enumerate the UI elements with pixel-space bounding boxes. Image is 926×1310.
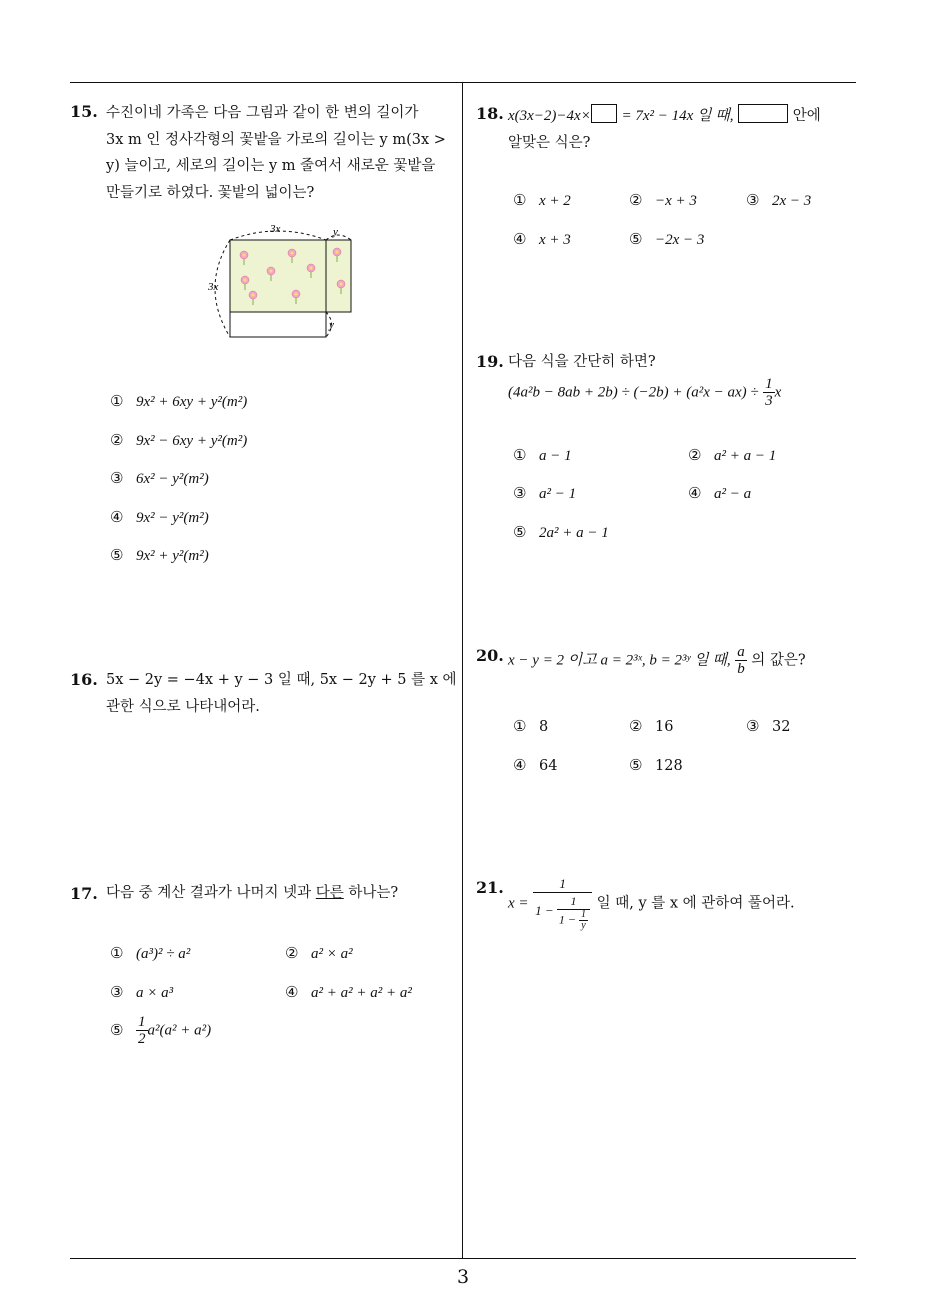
option-1[interactable] [513, 191, 571, 210]
question-line: 5x − 2y = −4x + y − 3 일 때, 5x − 2y + 5 를 x 에 [106, 672, 457, 688]
option-text: a² + a² + a² + a² [311, 985, 412, 1001]
equation-lhs: x = [508, 895, 529, 912]
expression-tail: 안에 [792, 108, 821, 124]
option-mark: ④ [513, 230, 527, 248]
label-right-y: y [329, 319, 334, 331]
option-text: 9x² − 6xy + y²(m²) [136, 433, 248, 449]
fraction-denominator [533, 893, 592, 931]
fraction-denominator: b [737, 661, 745, 677]
a-over-b-fraction [735, 644, 747, 677]
option-text: a² × a² [311, 946, 353, 962]
third-fraction [763, 376, 775, 409]
option-mark: ① [110, 944, 124, 962]
option-mark: ① [110, 392, 124, 410]
fraction-numerator: 1 [765, 375, 773, 392]
option-text: 9x² − y²(m²) [136, 510, 209, 526]
option-4[interactable] [688, 484, 751, 503]
option-mark: ① [513, 191, 527, 209]
option-mark: ② [629, 717, 643, 735]
option-text: a − 1 [539, 448, 572, 464]
blank-box [591, 104, 617, 123]
question-line: 만들기로 하였다. 꽃밭의 넓이는? [106, 184, 315, 201]
label-left-3x: 3x [208, 281, 219, 293]
question-line [508, 376, 860, 409]
option-4[interactable] [513, 230, 571, 249]
question-text [508, 349, 860, 409]
option-5[interactable] [629, 230, 704, 249]
option-mark: ③ [746, 191, 760, 209]
option-text: 32 [772, 719, 791, 735]
question-number: 20. [476, 646, 504, 665]
option-text: a² − a [714, 486, 752, 502]
question-text [106, 880, 458, 907]
option-2[interactable] [285, 944, 353, 963]
option-mark: ② [285, 944, 299, 962]
fraction-numerator: 1 [581, 909, 587, 920]
expression-tail: 의 값은? [751, 652, 806, 669]
question-number: 15. [70, 102, 98, 121]
option-5[interactable] [110, 1014, 211, 1047]
option-mark: ③ [110, 983, 124, 1001]
option-text: x + 3 [539, 232, 571, 248]
question-line: 알맞은 식은? [508, 134, 591, 151]
option-text: a × a³ [136, 985, 174, 1001]
blank-box [738, 104, 788, 123]
option-mark: ① [513, 717, 527, 735]
question-line: y) 늘이고, 세로의 길이는 y m 줄여서 새로운 꽃밭을 [106, 158, 436, 174]
option-mark: ④ [688, 484, 702, 502]
option-mark: ④ [285, 983, 299, 1001]
option-mark: ③ [746, 717, 760, 735]
option-text: 6x² − y²(m²) [136, 471, 209, 487]
question-number: 16. [70, 670, 98, 689]
fraction-denominator: 3 [765, 392, 773, 409]
option-mark: ④ [513, 756, 527, 774]
option-mark: ① [513, 446, 527, 464]
option-5[interactable] [110, 546, 209, 565]
question-line: 수진이네 가족은 다음 그림과 같이 한 변의 길이가 [106, 105, 419, 121]
option-mark: ⑤ [629, 756, 643, 774]
option-text: x + 2 [539, 193, 571, 209]
top-rule [70, 82, 856, 83]
question-number: 18. [476, 104, 504, 123]
underlined-word: 다른 [315, 885, 344, 901]
option-text: a² + a − 1 [714, 448, 777, 464]
continued-fraction [533, 876, 592, 931]
expression-tail: 일 때, y 를 x 에 관하여 풀어라. [596, 895, 795, 912]
option-1[interactable] [110, 392, 247, 411]
option-mark: ② [110, 431, 124, 449]
fraction-numerator: 1 [533, 876, 592, 893]
fraction-denominator: y [581, 920, 586, 931]
column-divider [462, 82, 463, 1258]
page-number: 3 [456, 1266, 470, 1288]
question-line: 3x m 인 정사각형의 꽃밭을 가로의 길이는 y m(3x > [106, 131, 446, 148]
option-text: 2x − 3 [772, 193, 812, 209]
one-minus: 1 − [535, 902, 554, 918]
option-text: −x + 3 [655, 193, 697, 209]
option-mark: ④ [110, 508, 124, 526]
option-2[interactable] [110, 431, 247, 450]
fraction-numerator: a [737, 644, 745, 660]
question-text [508, 876, 860, 931]
option-mark: ② [629, 191, 643, 209]
option-mark: ② [688, 446, 702, 464]
question-number: 19. [476, 352, 504, 371]
option-2[interactable] [629, 717, 673, 735]
option-3[interactable] [513, 484, 576, 503]
option-text: a² − 1 [539, 486, 577, 502]
option-2[interactable] [688, 446, 776, 465]
option-5[interactable] [629, 756, 683, 774]
option-text: 16 [655, 719, 674, 735]
question-text-after: 하나는? [343, 885, 399, 901]
fraction-numerator: 1 [138, 1014, 146, 1030]
inner-fraction [557, 893, 590, 931]
option-text: 64 [539, 758, 558, 774]
option-4[interactable] [285, 983, 412, 1002]
expression: x − y = 2 이고 a = 2³ˣ, b = 2³ʸ 일 때, [508, 652, 731, 669]
option-text: 9x² + 6xy + y²(m²) [136, 394, 248, 410]
option-text: (a³)² ÷ a² [136, 946, 191, 962]
label-top-3x: 3x [270, 223, 281, 235]
option-1[interactable] [513, 446, 572, 465]
one-minus: 1 − [558, 912, 577, 927]
option-1[interactable] [513, 717, 548, 735]
expression-tail: x [774, 384, 782, 400]
label-top-y: y [333, 226, 338, 238]
flower-garden-figure [200, 218, 360, 346]
option-mark: ⑤ [629, 230, 643, 248]
question-text-before: 다음 중 계산 결과가 나머지 넷과 [106, 885, 316, 901]
question-number: 17. [70, 884, 98, 903]
option-text: −2x − 3 [655, 232, 705, 248]
question-line: 다음 식을 간단히 하면? [508, 354, 656, 370]
option-5[interactable] [513, 523, 609, 542]
question-number: 21. [476, 878, 504, 897]
expression: x(3x−2)−4x× [508, 108, 591, 124]
question-text [508, 103, 860, 156]
innermost-fraction [579, 910, 588, 931]
option-3[interactable] [110, 983, 173, 1002]
option-text: 128 [655, 758, 683, 774]
option-text: 9x² + y²(m²) [136, 548, 209, 564]
option-text: 2a² + a − 1 [539, 525, 609, 541]
expression: = 7x² − 14x 일 때, [621, 108, 734, 124]
option-mark: ③ [110, 469, 124, 487]
question-text [106, 100, 458, 206]
option-text: a²(a² + a²) [147, 1022, 212, 1039]
option-2[interactable] [629, 191, 697, 210]
half-fraction [136, 1014, 148, 1047]
fraction-denominator: 2 [138, 1031, 146, 1047]
option-4[interactable] [110, 508, 209, 527]
option-3[interactable] [110, 469, 209, 488]
fraction-numerator: 1 [557, 893, 590, 910]
option-mark: ③ [513, 484, 527, 502]
question-text [106, 667, 458, 720]
option-3[interactable] [746, 717, 790, 735]
option-mark: ⑤ [110, 546, 124, 564]
question-line: 관한 식으로 나타내어라. [106, 698, 260, 715]
option-4[interactable] [513, 756, 557, 774]
expression: (4a²b − 8ab + 2b) ÷ (−2b) + (a²x − ax) ÷ [508, 384, 759, 400]
bottom-rule [70, 1258, 856, 1259]
option-mark: ⑤ [513, 523, 527, 541]
question-text [508, 644, 860, 677]
option-mark: ⑤ [110, 1020, 124, 1039]
option-3[interactable] [746, 191, 811, 210]
question-line [508, 103, 860, 130]
option-text: 8 [539, 719, 549, 735]
option-1[interactable] [110, 944, 190, 963]
fraction-denominator [557, 910, 590, 931]
